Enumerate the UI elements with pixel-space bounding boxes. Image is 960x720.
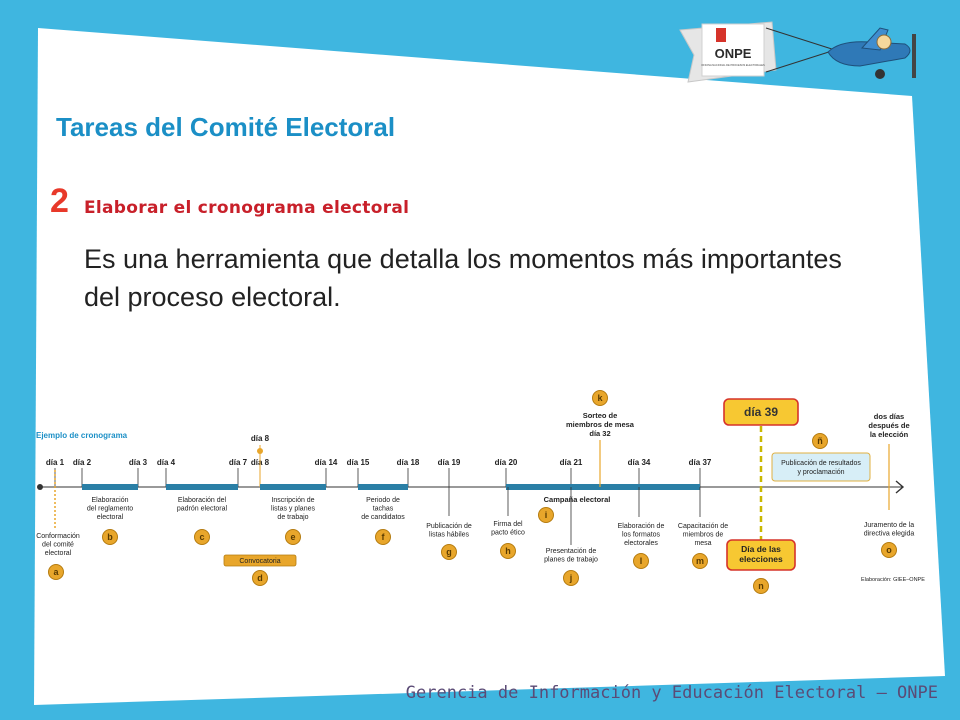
bar-label-f: tachas (372, 505, 394, 513)
event-top-o: dos días (873, 412, 905, 421)
bar-label-e: Inscripción de (271, 497, 315, 504)
bar-label-f: de candidatos (361, 514, 405, 521)
day-label: día 37 (688, 458, 712, 467)
day8-dot (257, 448, 263, 454)
event-label-ñ: Publicación de resultados (781, 460, 861, 467)
event-top-o: la elección (869, 430, 909, 439)
bar-e (260, 484, 326, 490)
badge-h-letter: h (505, 546, 511, 556)
bar-c (166, 484, 238, 490)
day-label: día 1 (45, 458, 65, 467)
event-label-l: los formatos (621, 531, 661, 539)
event-top-n: día 39 (743, 405, 779, 419)
day-label: día 18 (396, 458, 420, 467)
badge-b-letter: b (107, 532, 113, 542)
bar-label-c: padrón electoral (176, 505, 228, 513)
bar-label-e: de trabajo (277, 514, 309, 521)
badge-l-letter: l (639, 556, 643, 566)
footer-text: Gerencia de Información y Educación Electoral – ONPE (405, 683, 938, 703)
event-label-a: Conformación (36, 533, 80, 540)
badge-o-letter: o (886, 545, 892, 555)
tow-line-top (766, 28, 835, 50)
event-label-n: Día de las (741, 544, 781, 554)
badge-i-letter: i (544, 510, 548, 520)
bar-label-e: listas y planes (271, 505, 315, 513)
day-label: día 4 (156, 458, 176, 467)
day-label: día 7 (228, 458, 248, 467)
badge-g-letter: g (446, 547, 452, 557)
logo-subtitle: OFICINA NACIONAL DE PROCESOS ELECTORALES (701, 64, 765, 67)
event-label-a: electoral (44, 550, 72, 557)
bar-label-f: Periodo de (366, 497, 400, 504)
plane-wheel-icon (875, 69, 885, 79)
event-label-k: Sorteo de (582, 411, 618, 420)
event-label-g: listas hábiles (428, 531, 470, 539)
event-label-k: miembros de mesa (566, 420, 634, 429)
event-label-m: mesa (694, 540, 712, 547)
day-label: día 21 (559, 458, 583, 467)
results-box (772, 453, 870, 481)
day-label: día 15 (346, 458, 370, 467)
event-label-o: Juramento de la (863, 522, 915, 529)
bar-label-c: Elaboración del (177, 497, 227, 504)
day-label: día 20 (494, 458, 518, 467)
badge-m-letter: m (695, 556, 705, 566)
event-label-m: Capacitación de (677, 523, 729, 530)
event-label-g: Publicación de (426, 523, 472, 530)
description: Es una herramienta que detalla los momentos más importantes del proceso electoral. (84, 244, 842, 312)
bar-campana (506, 484, 700, 490)
badge-e-letter: e (290, 532, 296, 542)
event-label-k: día 32 (589, 429, 611, 438)
propeller-icon (912, 34, 916, 78)
event-label-d: Convocatoria (239, 558, 281, 565)
day-label: día 14 (314, 458, 338, 467)
badge-j-letter: j (569, 573, 573, 583)
event-label-h: Firma del (493, 521, 523, 528)
event-label-j: planes de trabajo (544, 556, 598, 564)
day-label: día 2 (72, 458, 92, 467)
timeline-credit: Elaboración: GIEE–ONPE (861, 577, 925, 583)
bar-label-b: del reglamento (86, 505, 134, 513)
bar-b (82, 484, 138, 490)
badge-d-letter: d (257, 573, 263, 583)
event-top-o: después de (868, 421, 910, 430)
bar-label-campana: Campaña electoral (543, 495, 611, 504)
event-label-ñ: y proclamación (797, 469, 845, 476)
event-label-a: del comité (42, 541, 74, 549)
event-label-j: Presentación de (545, 548, 597, 555)
day-label-top: día 8 (250, 434, 270, 443)
badge-f-letter: f (381, 532, 385, 542)
page-title: Tareas del Comité Electoral (56, 112, 396, 142)
tow-line-bottom (766, 50, 835, 72)
badge-a-letter: a (53, 567, 59, 577)
day-label: día 8 (250, 458, 270, 467)
badge-ñ-letter: ñ (817, 436, 823, 446)
event-label-l: electorales (624, 540, 658, 547)
bar-label-b: electoral (96, 514, 124, 521)
event-label-o: directiva elegida (863, 530, 915, 538)
event-label-n: elecciones (739, 554, 783, 564)
day-label: día 19 (437, 458, 461, 467)
timeline-caption: Ejemplo de cronograma (36, 431, 128, 440)
timeline-start-dot (37, 484, 43, 490)
ballot-icon (716, 28, 726, 42)
badge-n-letter: n (758, 581, 764, 591)
badge-k-letter: k (597, 393, 603, 403)
step-label: Elaborar el cronograma electoral (84, 198, 410, 218)
day-label: día 34 (627, 458, 651, 467)
bar-f (358, 484, 408, 490)
event-label-h: pacto ético (491, 529, 525, 537)
logo-text: ONPE (714, 46, 752, 61)
event-label-m: miembros de (682, 531, 724, 539)
pilot-icon (877, 35, 891, 49)
badge-c-letter: c (199, 532, 205, 542)
event-label-l: Elaboración de (617, 523, 665, 530)
step-number: 2 (50, 182, 69, 220)
bar-label-b: Elaboración (91, 497, 129, 504)
day-label: día 3 (128, 458, 148, 467)
